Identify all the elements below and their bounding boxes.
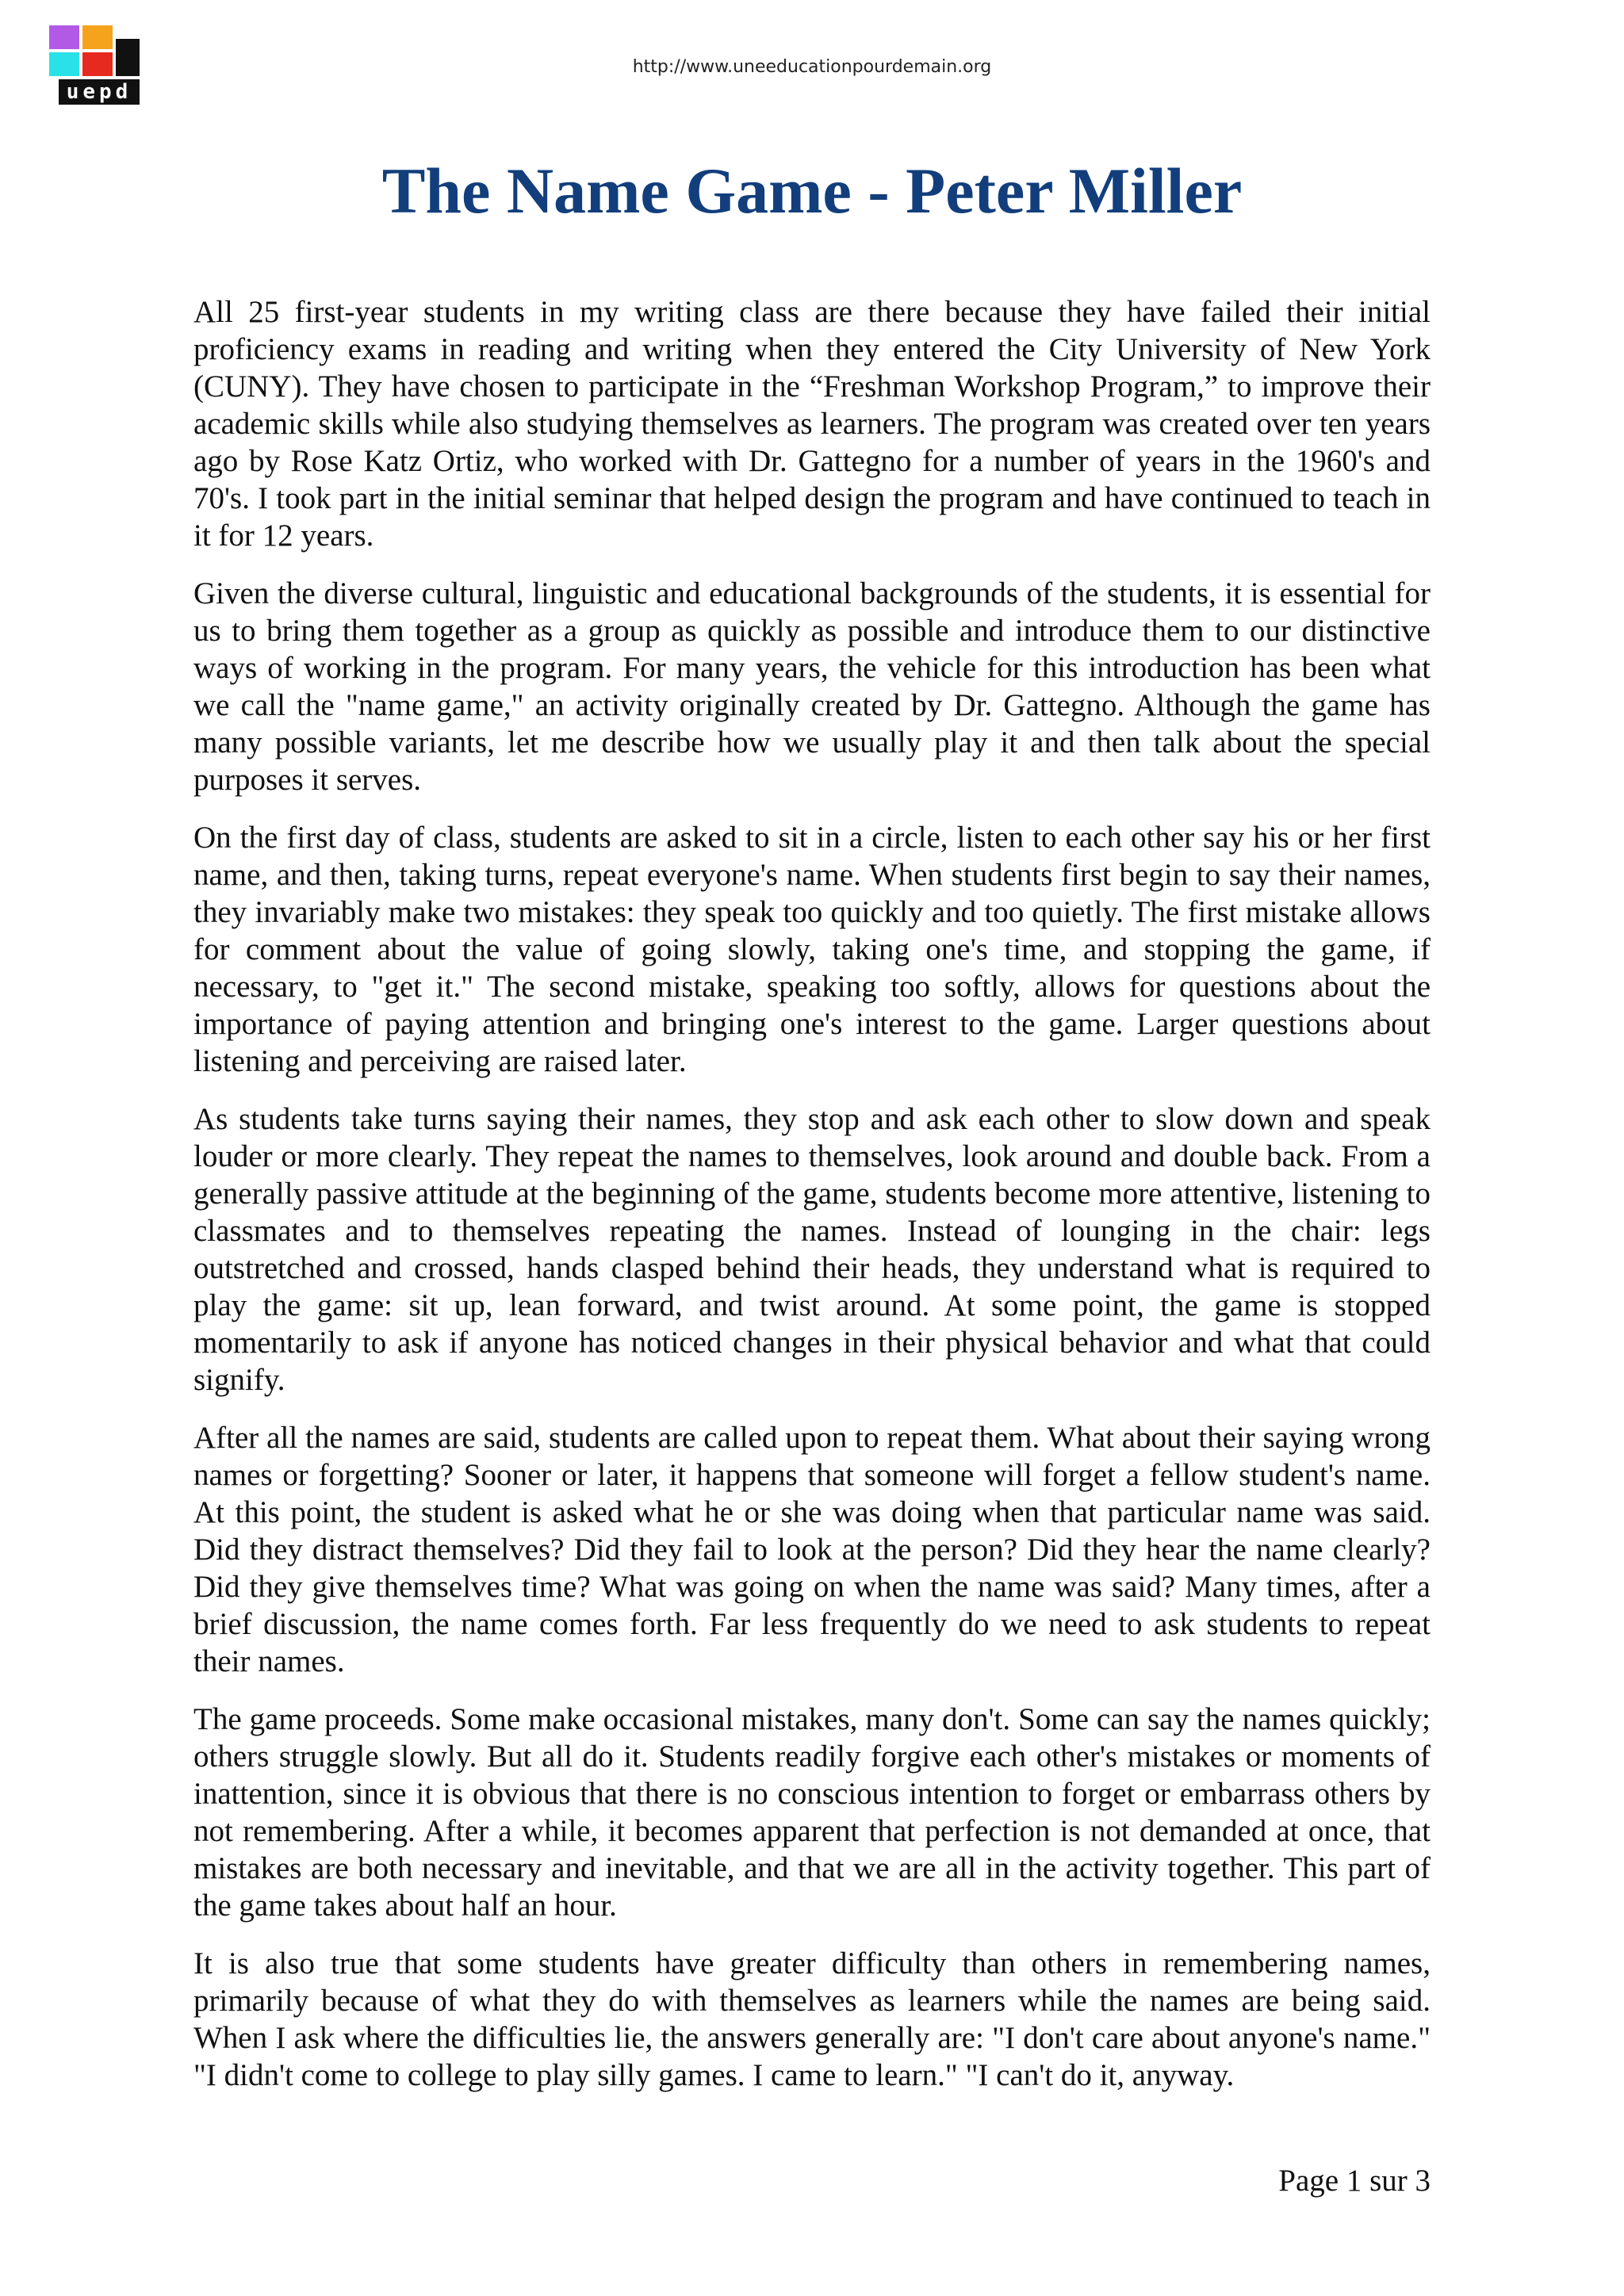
paragraph: It is also true that some students have greater difficulty than others in remembering names, primarily because of what they do with themselves as learners while the names are being said. When I ask where the difficulties lie, the answers generally are: "I don't care about anyone's name." "I didn't come to college to play silly games. I came to learn." "I can't do it, anyway.	[193, 1946, 1431, 2092]
paragraph: As students take turns saying their names, they stop and ask each other to slow down and speak louder or more clearly. They repeat the names to themselves, look around and double back. From a generally passive attitude at the beginning of the game, students become more attentive, listening to classmates and to themselves repeating the names. Instead of lounging in the chair: legs outstretched and crossed, hands clasped behind their heads, they understand what is required to play the game: sit up, lean forward, and twist around. At some point, the game is stopped momentarily to ask if anyone has noticed changes in their physical behavior and what that could signify.	[193, 1102, 1431, 1397]
paragraph: Given the diverse cultural, linguistic and educational backgrounds of the students, it is essential for us to bring them together as a group as quickly as possible and introduce them to our distinctive ways of working in the program. For many years, the vehicle for this introduction has been what we call the "name game," an activity originally created by Dr. Gattegno. Although the game has many possible variants, let me describe how we usually play it and then talk about the special purposes it serves.	[193, 576, 1431, 797]
page-title: The Name Game - Peter Miller	[381, 155, 1243, 227]
page-number: Page 1 sur 3	[1278, 2164, 1431, 2198]
paragraph: The game proceeds. Some make occasional mistakes, many don't. Some can say the names quickly; others struggle slowly. But all do it. Students readily forgive each other's mistakes or moments of inattention, since it is obvious that there is no conscious intention to forget or embarrass others by not remembering. After a while, it becomes apparent that perfection is not demanded at once, that mistakes are both necessary and inevitable, and that we are all in the activity together. This part of the game takes about half an hour.	[193, 1702, 1431, 1923]
article-body	[193, 293, 1431, 2114]
logo-wordmark: uepd	[59, 79, 140, 105]
logo-square-purple	[49, 25, 79, 49]
paragraph: After all the names are said, students are called upon to repeat them. What about their saying wrong names or forgetting? Sooner or later, it happens that someone will forget a fellow student's name. At this point, the student is asked what he or she was doing when that particular name was said. Did they distract themselves? Did they fail to look at the person? Did they hear the name clearly? Did they give themselves time? What was going on when the name was said? Many times, after a brief discussion, the name comes forth. Far less frequently do we need to ask students to repeat their names.	[193, 1421, 1431, 1678]
paragraph: On the first day of class, students are asked to sit in a circle, listen to each other say his or her first name, and then, taking turns, repeat everyone's name. When students first begin to say their names, they invariably make two mistakes: they speak too quickly and too quietly. The first mistake allows for comment about the value of going slowly, taking one's time, and stopping the game, if necessary, to "get it." The second mistake, speaking too softly, allows for questions about the importance of paying attention and bringing one's interest to the game. Larger questions about listening and perceiving are raised later.	[193, 821, 1431, 1078]
logo-square-orange	[82, 25, 113, 49]
paragraph: All 25 first-year students in my writing class are there because they have failed their initial proficiency exams in reading and writing when they entered the City University of New York (CUNY). They have chosen to participate in the “Freshman Workshop Program,” to improve their academic skills while also studying themselves as learners. The program was created over ten years ago by Rose Katz Ortiz, who worked with Dr. Gattegno for a number of years in the 1960's and 70's. I took part in the initial seminar that helped design the program and have continued to teach in it for 12 years.	[193, 295, 1431, 553]
header-url: http://www.uneeducationpourdemain.org	[632, 57, 992, 77]
